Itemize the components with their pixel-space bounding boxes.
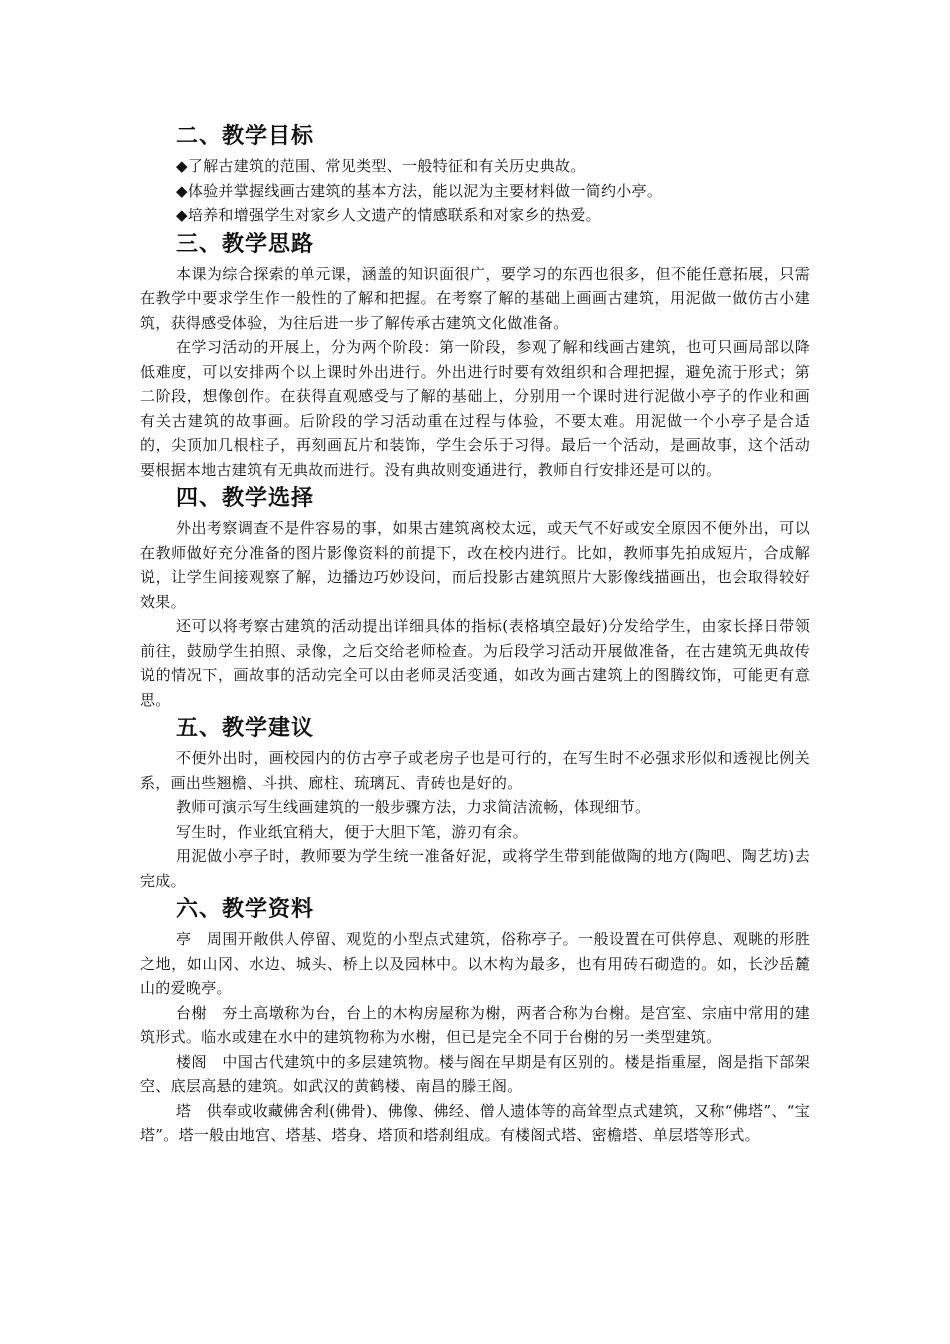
paragraph: 在学习活动的开展上，分为两个阶段：第一阶段，参观了解和线画古建筑，也可只画局部以降低难度，可以安排两个以上课时外出进行。外出进行时要有效组织和合理把握，避免流于形式；第二阶段，想像创作。在获得直观感受与了解的基础上，分别用一个课时进行泥做小亭子的作业和画有关古建筑的故事画。后阶段的学习活动重在过程与体验，不要太难。用泥做一个小亭子是合适的，尖顶加几根柱子，再刻画瓦片和装饰，学生会乐于习得。最后一个活动，是画故事，这个活动要根据本地古建筑有无典故而进行。没有典故则变通进行，教师自行安排还是可以的。 [140,338,810,479]
paragraph: 亭 周围开敞供人停留、观览的小型点式建筑，俗称亭子。一般设置在可供停息、观眺的形胜之地，如山冈、水边、城头、桥上以及园林中。以木构为最多，也有用砖石砌造的。如，长沙岳麓山的爱晚亭。 [140,930,810,997]
paragraph: 台榭 夯土高墩称为台，台上的木构房屋称为榭，两者合称为台榭。是宫室、宗庙中常用的建筑形式。临水或建在水中的建筑物称为水榭，但已是完全不同于台榭的另一类型建筑。 [140,1003,810,1046]
goal-item: ◆了解古建筑的范围、常见类型、一般特征和有关历史典故。 [176,157,586,175]
section-heading-materials: 六、教学资料 [176,897,315,922]
paragraph: 塔 供奉或收藏佛舍利(佛骨)、佛像、佛经、僧人遗体等的高耸型点式建筑，又称“佛塔”、“宝塔”。塔一般由地宫、塔基、塔身、塔顶和塔刹组成。有楼阁式塔、密檐塔、单层塔等形式。 [140,1101,810,1144]
paragraph: 本课为综合探索的单元课，涵盖的知识面很广，要学习的东西也很多，但不能任意拓展，只需在教学中要求学生作一般性的了解和把握。在考察了解的基础上画画古建筑，用泥做一做仿古小建筑，获得感受体验，为往后进一步了解传承古建筑文化做准备。 [140,264,810,332]
section-heading-approach: 三、教学思路 [176,231,315,257]
paragraph: 用泥做小亭子时，教师要为学生统一准备好泥，或将学生带到能做陶的地方(陶吧、陶艺坊)去完成。 [140,847,810,890]
paragraph: 教师可演示写生线画建筑的一般步骤方法，力求简洁流畅，体现细节。 [176,798,651,816]
paragraph: 外出考察调查不是件容易的事，如果古建筑离校太远，或天气不好或安全原因不便外出，可以在教师做好充分准备的图片影像资料的前提下，改在校内进行。比如，教师事先拍成短片，合成解说，让学生间接观察了解，边播边巧妙设问，而后投影古建筑照片大影像线描画出，也会取得较好效果。 [140,519,810,611]
paragraph: 楼阁 中国古代建筑中的多层建筑物。楼与阁在早期是有区别的。楼是指重屋，阁是指下部架空、底层高悬的建筑。如武汉的黄鹤楼、南昌的滕王阁。 [140,1052,810,1095]
paragraph: 不便外出时，画校园内的仿古亭子或老房子也是可行的，在写生时不必强求形似和透视比例关系，画出些翘檐、斗拱、廊柱、琉璃瓦、青砖也是好的。 [140,749,810,792]
section-heading-suggestions: 五、教学建议 [176,716,315,741]
goal-item: ◆培养和增强学生对家乡人文遗产的情感联系和对家乡的热爱。 [176,206,601,224]
section-heading-goals: 二、教学目标 [176,124,315,149]
goal-item: ◆体验并掌握线画古建筑的基本方法，能以泥为主要材料做一简约小亭。 [176,181,663,200]
paragraph: 写生时，作业纸宜稍大，便于大胆下笔，游刃有余。 [176,822,528,841]
paragraph: 还可以将考察古建筑的活动提出详细具体的指标(表格填空最好)分发给学生，由家长择日带领前往，鼓励学生拍照、录像，之后交给老师检查。为后段学习活动开展做准备，在古建筑无典故传说的情况下，画故事的活动完全可以由老师灵活变通，如改为画古建筑上的图腾纹饰，可能更有意思。 [140,617,810,709]
section-heading-choices: 四、教学选择 [176,486,315,511]
